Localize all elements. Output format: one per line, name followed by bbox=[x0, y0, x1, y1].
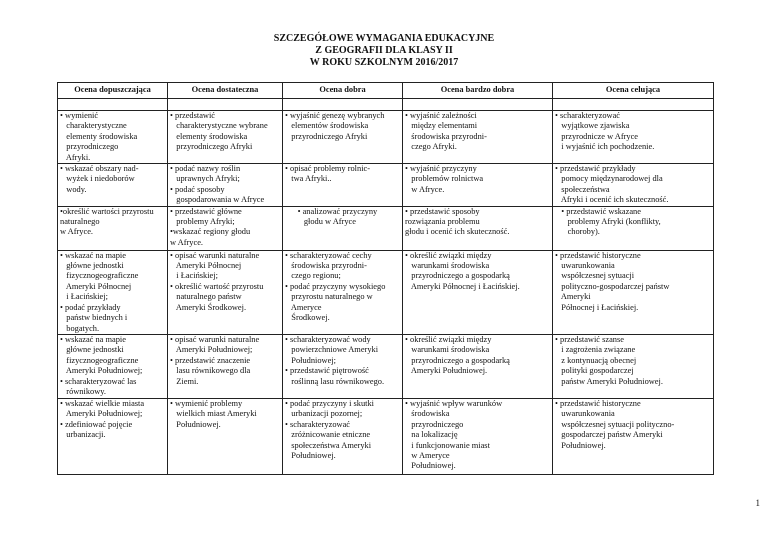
page-number: 1 bbox=[755, 498, 760, 508]
table-cell: • określić związki między warunkami środowiska przyrodniczego a gospodarką Ameryki Południowej. bbox=[403, 334, 553, 398]
table-cell: • scharakteryzować cechy środowiska przyrodni- czego regionu; • podać przyczyny wysokiego przyrostu naturalnego w Ameryce Środkowej. bbox=[283, 250, 403, 334]
table-cell: • opisać warunki naturalne Ameryki Północnej i Łacińskiej; • określić wartość przyrostu naturalnego państw Ameryki Środkowej. bbox=[168, 250, 283, 334]
table-cell: • opisać warunki naturalne Ameryki Południowej; • przedstawić znaczenie lasu równikowego dla Ziemi. bbox=[168, 334, 283, 398]
table-row bbox=[58, 334, 714, 398]
title-line-3: W ROKU SZKOLNYM 2016/2017 bbox=[309, 57, 459, 68]
table-cell: • podać przyczyny i skutki urbanizacji pozornej; • scharakteryzować zróżnicowanie etniczne społeczeństwa Ameryki Południowej. bbox=[283, 398, 403, 474]
table-cell: • przedstawić główne problemy Afryki; •wskazać regiony głodu w Afryce. bbox=[168, 206, 283, 250]
title-line-1: SZCZEGÓŁOWE WYMAGANIA EDUKACYJNE bbox=[273, 33, 495, 44]
table-cell: •określić wartości przyrostu naturalnego w Afryce. bbox=[58, 206, 168, 250]
header-dostateczna: Ocena dostateczna bbox=[168, 83, 283, 99]
table-cell: • wyjaśnić genezę wybranych elementów środowiska przyrodniczego Afryki bbox=[283, 111, 403, 164]
table-cell: • przedstawić sposoby rozwiązania problemu głodu i ocenić ich skuteczność. bbox=[403, 206, 553, 250]
table-cell: • opisać problemy rolnic- twa Afryki.. bbox=[283, 164, 403, 207]
table-cell: • wskazać obszary nad- wyżek i niedoborów wody. bbox=[58, 164, 168, 207]
table-cell: • wskazać wielkie miasta Ameryki Południowej; • zdefiniować pojęcie urbanizacji. bbox=[58, 398, 168, 474]
document-title bbox=[0, 33, 768, 69]
table-cell: • wyjaśnić wpływ warunków środowiska przyrodniczego na lokalizację i funkcjonowanie miast w Ameryce Południowej. bbox=[403, 398, 553, 474]
table-row bbox=[58, 111, 714, 164]
table-row bbox=[58, 99, 714, 111]
header-bardzo-dobra: Ocena bardzo dobra bbox=[403, 83, 553, 99]
table-cell: • przedstawić historyczne uwarunkowania współczesnej sytuacji polityczno-gospodarczej państw Ameryki Północnej i Łacińskiej. bbox=[553, 250, 714, 334]
requirements-table bbox=[57, 82, 714, 475]
title-line-2: Z GEOGRAFII DLA KLASY II bbox=[315, 45, 453, 56]
table-row bbox=[58, 206, 714, 250]
table-cell: • podać nazwy roślin uprawnych Afryki; • podać sposoby gospodarowania w Afryce bbox=[168, 164, 283, 207]
table-cell: • wskazać na mapie główne jednostki fizycznogeograficzne Ameryki Południowej; • scharakteryzować las równikowy. bbox=[58, 334, 168, 398]
table-cell: • wymienić problemy wielkich miast Ameryki Południowej. bbox=[168, 398, 283, 474]
table-cell: • określić związki między warunkami środowiska przyrodniczego a gospodarką Ameryki Północnej i Łacińskiej. bbox=[403, 250, 553, 334]
table-row bbox=[58, 164, 714, 207]
table-row bbox=[58, 250, 714, 334]
table-cell: • przedstawić wskazane problemy Afryki (konflikty, choroby). bbox=[553, 206, 714, 250]
table-cell: • scharakteryzować wody powierzchniowe Ameryki Południowej; • przedstawić piętrowość roślinną lasu równikowego. bbox=[283, 334, 403, 398]
table-cell: • wyjaśnić przyczyny problemów rolnictwa w Afryce. bbox=[403, 164, 553, 207]
table-cell: • analizować przyczyny głodu w Afryce bbox=[283, 206, 403, 250]
header-dopuszczajaca: Ocena dopuszczająca bbox=[58, 83, 168, 99]
table-row bbox=[58, 398, 714, 474]
header-dobra: Ocena dobra bbox=[283, 83, 403, 99]
header-celujaca: Ocena celująca bbox=[553, 83, 714, 99]
table-cell: • przedstawić szanse i zagrożenia związane z kontynuacją obecnej polityki gospodarczej państw Ameryki Południowej. bbox=[553, 334, 714, 398]
table-cell: • przedstawić charakterystyczne wybrane elementy środowiska przyrodniczego Afryki bbox=[168, 111, 283, 164]
table-cell: • scharakteryzować wyjątkowe zjawiska przyrodnicze w Afryce i wyjaśnić ich pochodzenie. bbox=[553, 111, 714, 164]
header-row bbox=[58, 83, 714, 99]
table-cell: • wymienić charakterystyczne elementy środowiska przyrodniczego Afryki. bbox=[58, 111, 168, 164]
table-cell: • wyjaśnić zależności między elementami środowiska przyrodni- czego Afryki. bbox=[403, 111, 553, 164]
table-cell: • przedstawić przykłady pomocy międzynarodowej dla społeczeństwa Afryki i ocenić ich skuteczność. bbox=[553, 164, 714, 207]
table-cell: • przedstawić historyczne uwarunkowania współczesnej sytuacji polityczno- gospodarczej państw Ameryki Południowej. bbox=[553, 398, 714, 474]
table-cell: • wskazać na mapie główne jednostki fizycznogeograficzne Ameryki Północnej i Łacińskiej; • podać przykłady państw biednych i bogatych. bbox=[58, 250, 168, 334]
